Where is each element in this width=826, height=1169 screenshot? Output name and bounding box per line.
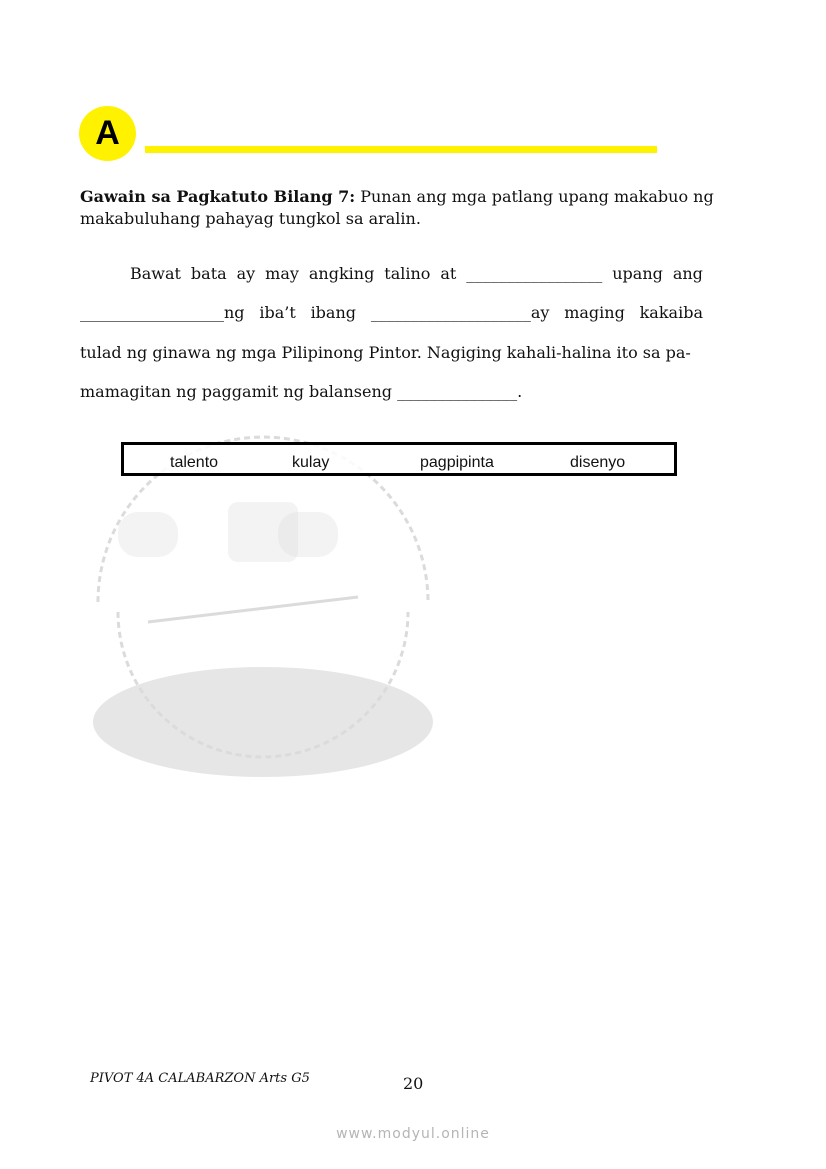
word: bata [190,264,227,283]
blank-2: __________________ng [80,303,245,322]
paragraph-line-3: tulad ng ginawa ng mga Pilipinong Pintor. Nagiging kahali-halina ito sa pa- [80,343,691,362]
word: kakaiba [639,303,703,322]
activity-title: Gawain sa Pagkatuto Bilang 7: [80,187,356,206]
word-bank-item: disenyo [570,454,626,471]
site-watermark: www.modyul.online [336,1126,490,1142]
word: angking [308,264,375,283]
page-number: 20 [403,1074,424,1093]
paragraph-line-1 [80,263,703,285]
paragraph-line-4: mamagitan ng paggamit ng balanseng _______________. [80,382,523,401]
word: Bawat [130,264,181,283]
word: may [265,264,299,283]
word: maging [564,303,625,322]
section-letter: A [95,114,120,152]
word-bank [121,442,677,476]
word: iba’t [259,303,296,322]
section-underline [145,146,657,153]
footer-title: PIVOT 4A CALABARZON Arts G5 [90,1071,310,1086]
word-bank-item: kulay [292,454,330,471]
word: ang [672,264,703,283]
paragraph-line-2 [80,302,703,324]
activity-instruction [80,186,720,230]
word: upang [612,264,663,283]
word: talino [384,264,431,283]
word-bank-item: pagpipinta [420,454,494,471]
blank-3: ____________________ay [370,303,550,322]
activity-directions: Punan ang mga patlang upang makabuo ng makabuluhang pahayag tungkol sa aralin. [80,187,714,228]
word-bank-item: talento [170,454,219,471]
blank-1: _________________ [466,264,603,283]
word: at [440,264,457,283]
section-badge [79,106,136,161]
word: ibang [310,303,357,322]
word: ay [236,264,256,283]
